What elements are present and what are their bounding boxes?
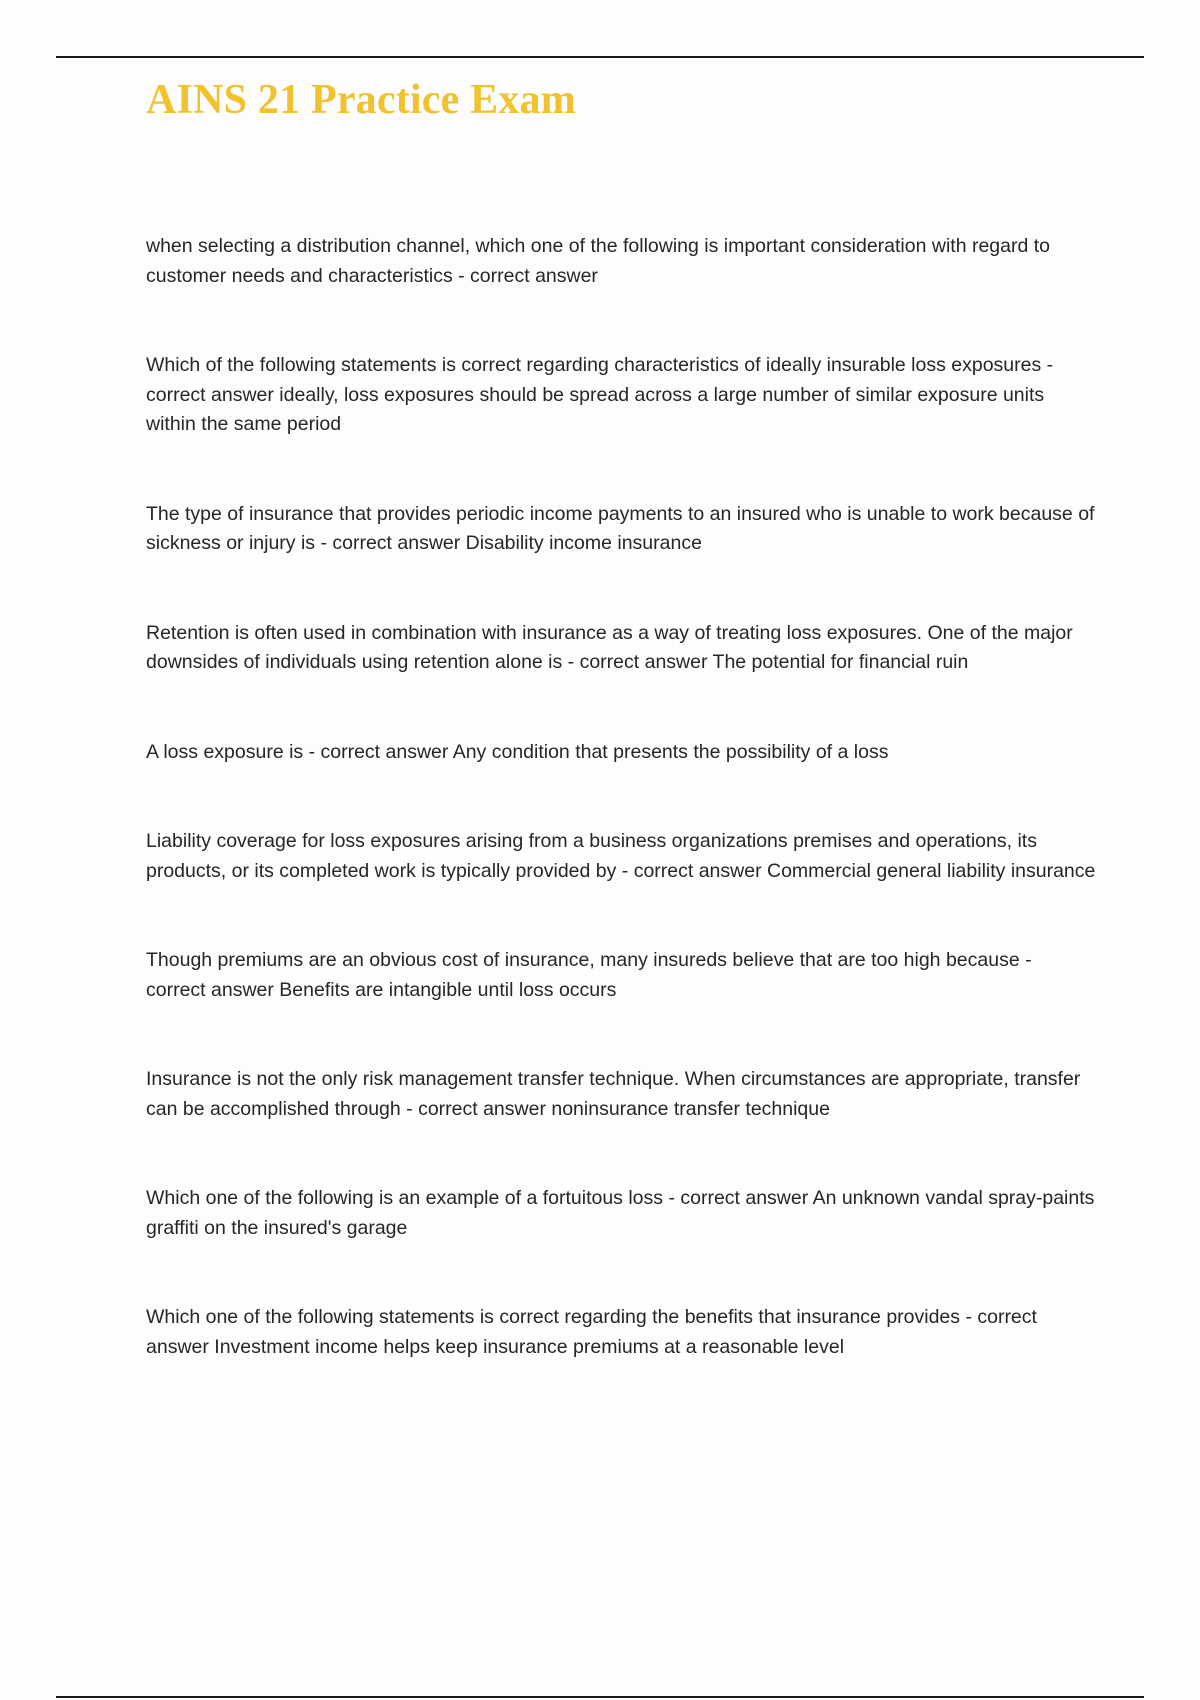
qa-item-9: Which one of the following is an example of a fortuitous loss - correct answer An unknown vandal spray-paints graffiti on the insured's garage (146, 1187, 1095, 1239)
qa-item-3: The type of insurance that provides periodic income payments to an insured who is unable to work because of sickness or injury is - correct answer Disability income insurance (146, 502, 1095, 554)
top-rule (56, 56, 1144, 58)
qa-item-6: Liability coverage for loss exposures arising from a business organizations premises and operations, its products, or its completed work is typically provided by - correct answer Commercial general liability insurance (146, 830, 1096, 882)
qa-item-5: A loss exposure is - correct answer Any condition that presents the possibility of a loss (146, 740, 889, 763)
qa-item-10: Which one of the following statements is correct regarding the benefits that insurance provides - correct answer Investment income helps keep insurance premiums at a reasonable level (146, 1306, 1037, 1358)
question-answer-list (146, 232, 1096, 1422)
qa-item-2: Which of the following statements is correct regarding characteristics of ideally insurable loss exposures - correct answer ideally, loss exposures should be spread across a large number of similar exposure units within the same period (146, 354, 1054, 435)
qa-item-4: Retention is often used in combination with insurance as a way of treating loss exposures. One of the major downsides of individuals using retention alone is - correct answer The potential for financial ruin (146, 621, 1073, 673)
qa-item-8: Insurance is not the only risk management transfer technique. When circumstances are appropriate, transfer can be accomplished through - correct answer noninsurance transfer technique (146, 1068, 1081, 1120)
qa-item-1: when selecting a distribution channel, which one of the following is important consideration with regard to customer needs and characteristics - correct answer (146, 235, 1051, 287)
qa-item-7: Though premiums are an obvious cost of insurance, many insureds believe that are too high because - correct answer Benefits are intangible until loss occurs (146, 949, 1032, 1001)
bottom-rule (56, 1696, 1144, 1698)
document-title: AINS 21 Practice Exam (146, 77, 576, 123)
